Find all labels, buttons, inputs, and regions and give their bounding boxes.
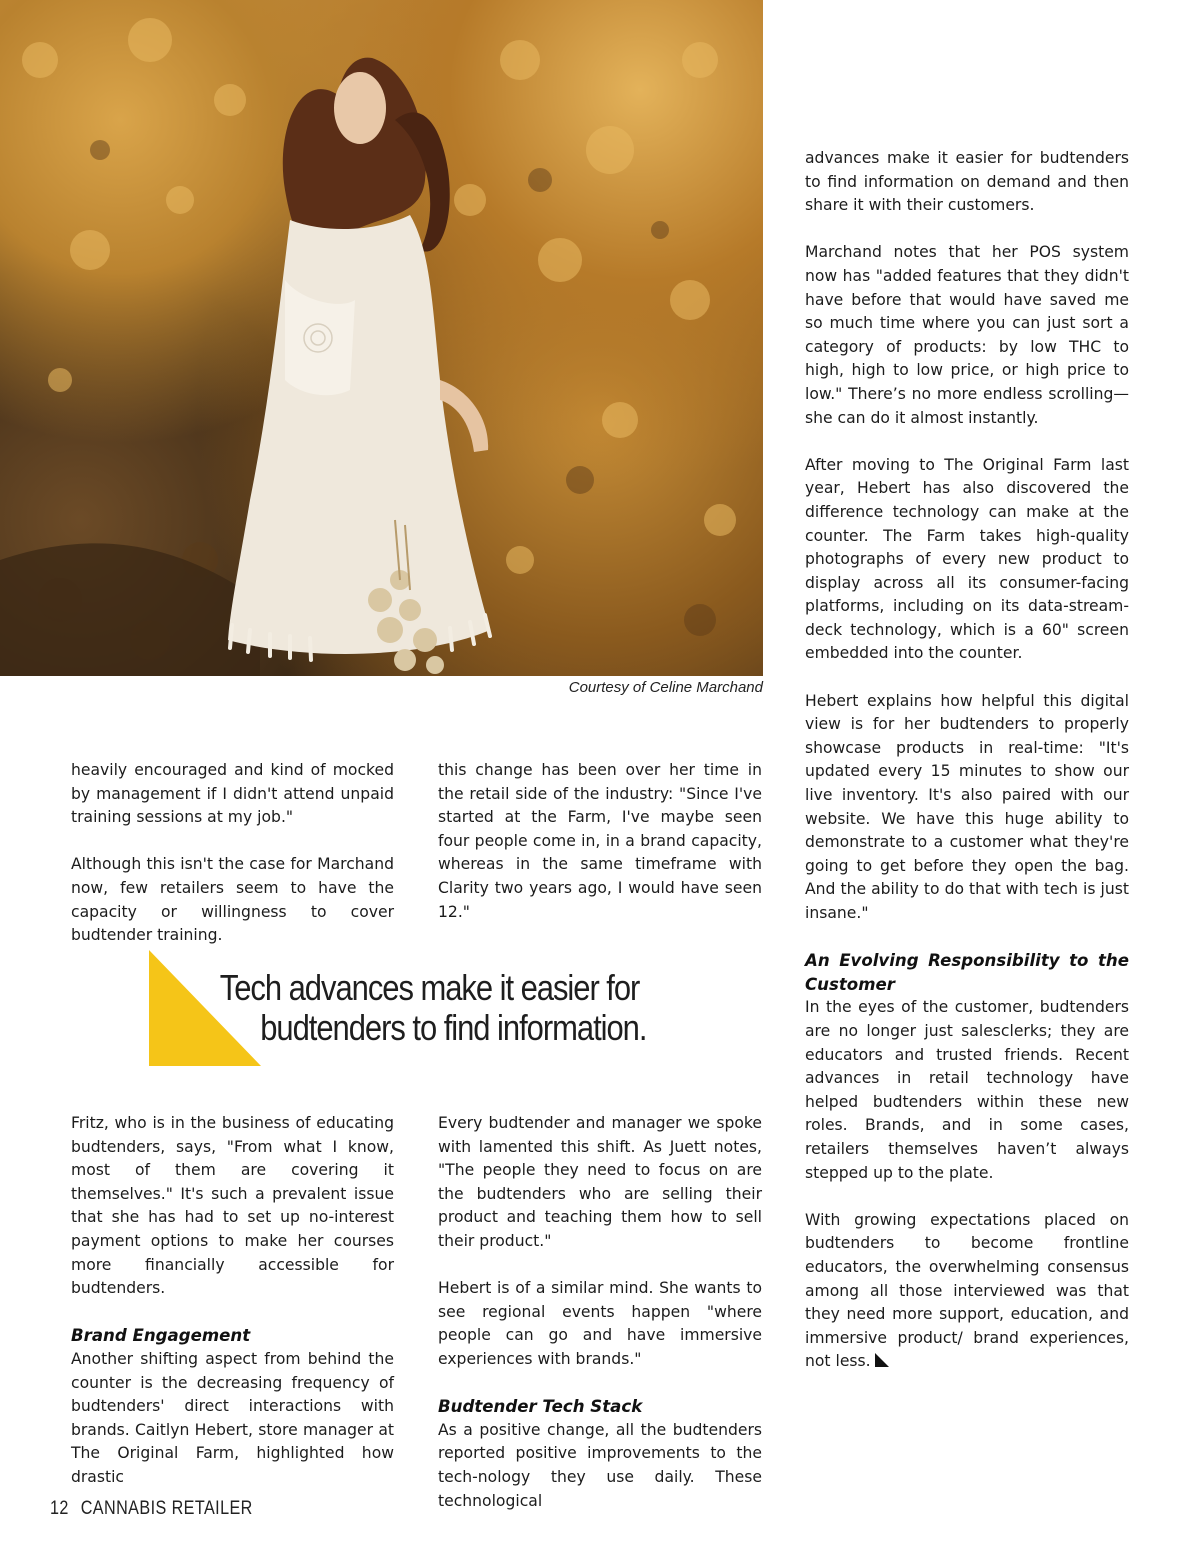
section-heading: Budtender Tech Stack [438, 1397, 643, 1417]
section-heading: Brand Engagement [71, 1326, 251, 1346]
pull-quote-line-1: Tech advances make it easier for [219, 967, 640, 1008]
paragraph: this change has been over her time in the retail side of the industry: "Since I've started at the Farm, I've maybe seen four people come in, in a brand capacity, whereas in the same timeframe with Clarity two years ago, I would have seen 12." [438, 761, 762, 921]
photo-caption: Courtesy of Celine Marchand [568, 679, 763, 696]
paragraph-text: With growing expectations placed on budtenders to become frontline educators, the overwhelming consensus among all those interviewed was that they need more support, education, and immersive product/ brand experiences, not less. [805, 1210, 1129, 1371]
paragraph: Marchand notes that her POS system now has "added features that they didn't have before that would have saved me so much time where you can just sort a category of products: by low THC to high, high to low price, or high price to low." There’s no more endless scrolling—she can do it almost instantly. [805, 243, 1129, 427]
column-1-bottom [71, 1112, 394, 1490]
paragraph: In the eyes of the customer, budtenders are no longer just salesclerks; they are educators and trusted friends. Recent advances in retail technology have helped budtenders within these new roles. Brands, and in some cases, retailers themselves haven’t always stepped up to the plate. [805, 998, 1129, 1182]
paragraph: Hebert is of a similar mind. She wants to see regional events happen "where people can go and have immersive experiences with brands." [438, 1279, 762, 1368]
end-of-article-icon [875, 1353, 889, 1367]
page-number: 12 [50, 1498, 69, 1519]
pull-quote [200, 968, 647, 1048]
column-1-top [71, 759, 394, 948]
paragraph: Another shifting aspect from behind the counter is the decreasing frequency of budtenders' direct interactions with brands. Caitlyn Hebert, store manager at The Original Farm, highlighted how drastic [71, 1349, 394, 1486]
page-folio [50, 1498, 253, 1520]
feature-photo [0, 0, 763, 676]
section-heading: An Evolving Responsibility to the Customer [805, 951, 1129, 994]
paragraph: After moving to The Original Farm last year, Hebert has also discovered the difference technology can make at the counter. The Farm takes high-quality photographs of every new product to display across all its consumer-facing platforms, including on its data-stream-deck technology, which is a 60" screen embedded into the counter. [805, 455, 1129, 663]
woman-in-white-dress-photo [0, 0, 763, 676]
publication-name: CANNABIS RETAILER [80, 1498, 253, 1519]
final-paragraph [805, 1209, 1129, 1374]
pull-quote-line-2: budtenders to find information. [260, 1007, 647, 1048]
column-2-top [438, 759, 762, 924]
paragraph: Fritz, who is in the business of educating budtenders, says, "From what I know, most of them are covering it themselves." It's such a prevalent issue that she has had to set up no-interest payment options to make her courses more financially accessible for budtenders. [71, 1114, 394, 1298]
column-3 [805, 147, 1129, 1374]
paragraph: As a positive change, all the budtenders reported positive improvements to the tech-nology they use daily. These technological [438, 1420, 762, 1510]
paragraph: heavily encouraged and kind of mocked by management if I didn't attend unpaid training sessions at my job." [71, 761, 394, 827]
paragraph: advances make it easier for budtenders to find information on demand and then share it with their customers. [805, 149, 1129, 215]
column-2-bottom [438, 1112, 762, 1513]
paragraph: Hebert explains how helpful this digital view is for her budtenders to properly showcase products in real-time: "It's updated every 15 minutes to show our live inventory. It's also paired with our website. We have this huge ability to demonstrate to a customer what they're going to get before they open the bag. And the ability to do that with tech is just insane." [805, 691, 1129, 922]
paragraph: Every budtender and manager we spoke with lamented this shift. As Juett notes, "The people they need to focus on are the budtenders who are selling their product and teaching them how to sell their product." [438, 1114, 762, 1250]
paragraph: Although this isn't the case for Marchand now, few retailers seem to have the capacity or willingness to cover budtender training. [71, 855, 394, 945]
